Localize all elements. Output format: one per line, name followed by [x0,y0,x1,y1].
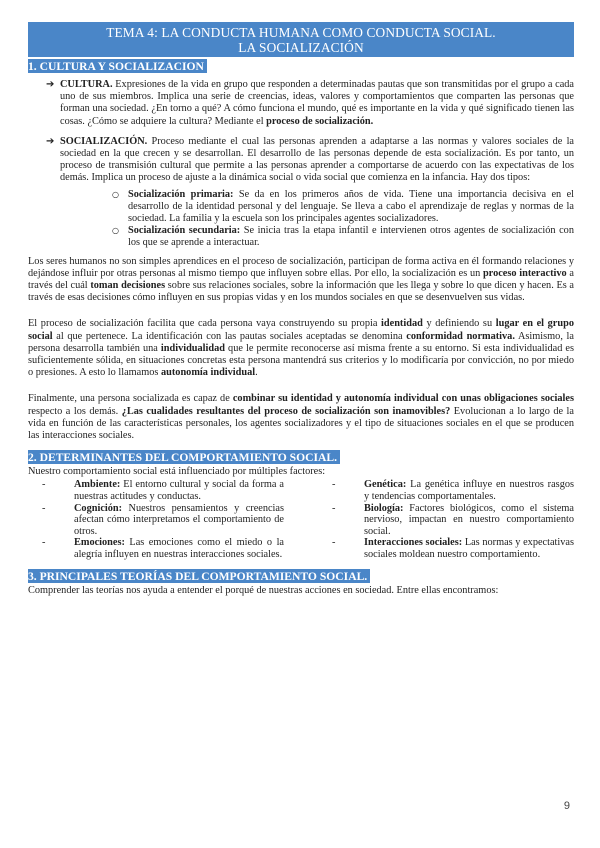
list-item: ○ Socialización primaria: Se da en los primeros años de vida. Tiene una importancia decisiva en el desarrollo de la identidad personal y del lenguaje. Se lleva a cabo el aprendizaje de reglas y normas de la sociedad. La familia y la escuela son los principales agentes socializadores. [112,188,574,225]
list-item: - Cognición: Nuestros pensamientos y creencias afectan cómo interpretamos el comportamiento de otros. [42,502,284,537]
section-3-heading: 3. PRINCIPALES TEORÍAS DEL COMPORTAMIENTO SOCIAL. [28,569,370,583]
document-page [28,22,574,597]
list-item: - Interacciones sociales: Las normas y expectativas sociales moldean nuestro comportamiento. [332,537,574,561]
determinants-columns [28,479,574,560]
section-3-intro: Comprender las teorías nos ayuda a entender el porqué de nuestras acciones en sociedad. Entre ellas encontramos: [28,584,499,596]
page-title [28,22,574,57]
arrow-icon: ➔ [46,79,55,90]
section-2 [28,448,574,560]
cultura-term: CULTURA. [60,79,113,90]
paragraph-conclusion: Finalmente, una persona socializada es capaz de combinar su identidad y autonomía individual con unas obligaciones sociales respecto a los demás. ¿Las cualidades resultantes del proceso de socialización son inamovibles? Evolucionan a lo largo de la vida en función de las características personales, los agentes socializadores y el tipo de situaciones sociales en el que se producen las interacciones sociales. [28,393,574,442]
arrow-icon: ➔ [46,135,55,147]
title-line-2: LA SOCIALIZACIÓN [238,40,364,55]
list-item: - Emociones: Las emociones como el miedo o la alegría influyen en nuestras interacciones sociales. [42,537,284,561]
section-1-heading: 1. CULTURA Y SOCIALIZACION [28,59,207,73]
socializacion-text: SOCIALIZACIÓN. Proceso mediante el cual las personas aprenden a adaptarse a las normas y valores sociales de la sociedad en la que crecen y se desarrollan. El desarrollo de las personas depende de esta socialización. Es por tanto, un proceso de transmisión cultural que permite a las personas aprender a comportarse de acuerdo con las expectativas de los demás. Implica un proceso de ajuste a la dinámica social o vida social que comienza en la infancia. Hay dos tipos: [60,135,574,184]
circle-bullet-icon: ○ [112,226,119,236]
title-line-1: TEMA 4: LA CONDUCTA HUMANA COMO CONDUCTA SOCIAL. [106,25,496,40]
list-item: - Genética: La genética influye en nuestros rasgos y tendencias comportamentales. [332,479,574,503]
determinants-right-column [318,479,574,560]
socializacion-term: SOCIALIZACIÓN. [60,135,148,147]
section-1 [28,57,574,442]
list-item: - Ambiente: El entorno cultural y social da forma a nuestras actitudes y conductas. [42,479,284,503]
section-3 [28,567,574,597]
cultura-text: CULTURA. Expresiones de la vida en grupo que responden a determinadas pautas que son transmitidas por el grupo a cada uno de sus miembros. Implica una serie de creencias, ideas, valores y comportamientos que comparten las personas que forman una sociedad. ¿En torno a qué? A cómo funciona el mundo, qué es importante en la vida y qué significado tienen las cosas. ¿Cómo se adquiere la cultura? Mediante el proceso de socialización. [60,79,574,127]
section-2-heading: 2. DETERMINANTES DEL COMPORTAMIENTO SOCIAL. [28,450,340,464]
paragraph-interactive-process: Los seres humanos no son simples aprendices en el proceso de socialización, participan de forma activa en él formando relaciones y dejándose influir por otras personas al mismo tiempo que influyen sobre ellas. Por ello, la socialización es un proceso interactivo a través del cuál toman decisiones sobre sus relaciones sociales, sobre la información que les llega y sobre lo que dicen y hacen. Es a través de esas decisiones cómo influyen en sus propias vidas y en los mundos sociales en que se desenvuelven sus vidas. [28,255,574,304]
paragraph-identity: El proceso de socialización facilita que cada persona vaya construyendo su propia identidad y definiendo su lugar en el grupo social al que pertenece. La identificación con las pautas sociales aceptadas se denomina conformidad normativa. Asimismo, la persona desarrolla también una individualidad que le permite reconocerse así misma frente a su entorno. Si esta individualidad es suficientemente sólida, en situaciones concretas esta persona mantendrá sus criterios y lo modificaría por convicción, no por miedo o presiones. A esto lo llamamos autonomía individual. [28,318,575,379]
circle-bullet-icon: ○ [112,189,119,199]
page-number: 9 [563,800,570,812]
section-2-intro: Nuestro comportamiento social está influenciado por múltiples factores: [28,466,326,478]
list-item: ○ Socialización secundaria: Se inicia tras la etapa infantil e intervienen otros agentes de socialización con los que se aprende a interactuar. [112,225,574,249]
cultura-item [28,79,574,128]
list-item: - Biología: Factores biológicos, como el sistema nervioso, impactan en nuestro comportamiento social. [332,502,574,537]
socializacion-item [28,136,574,185]
socialization-types-list [28,189,574,250]
determinants-left-column [28,479,284,560]
